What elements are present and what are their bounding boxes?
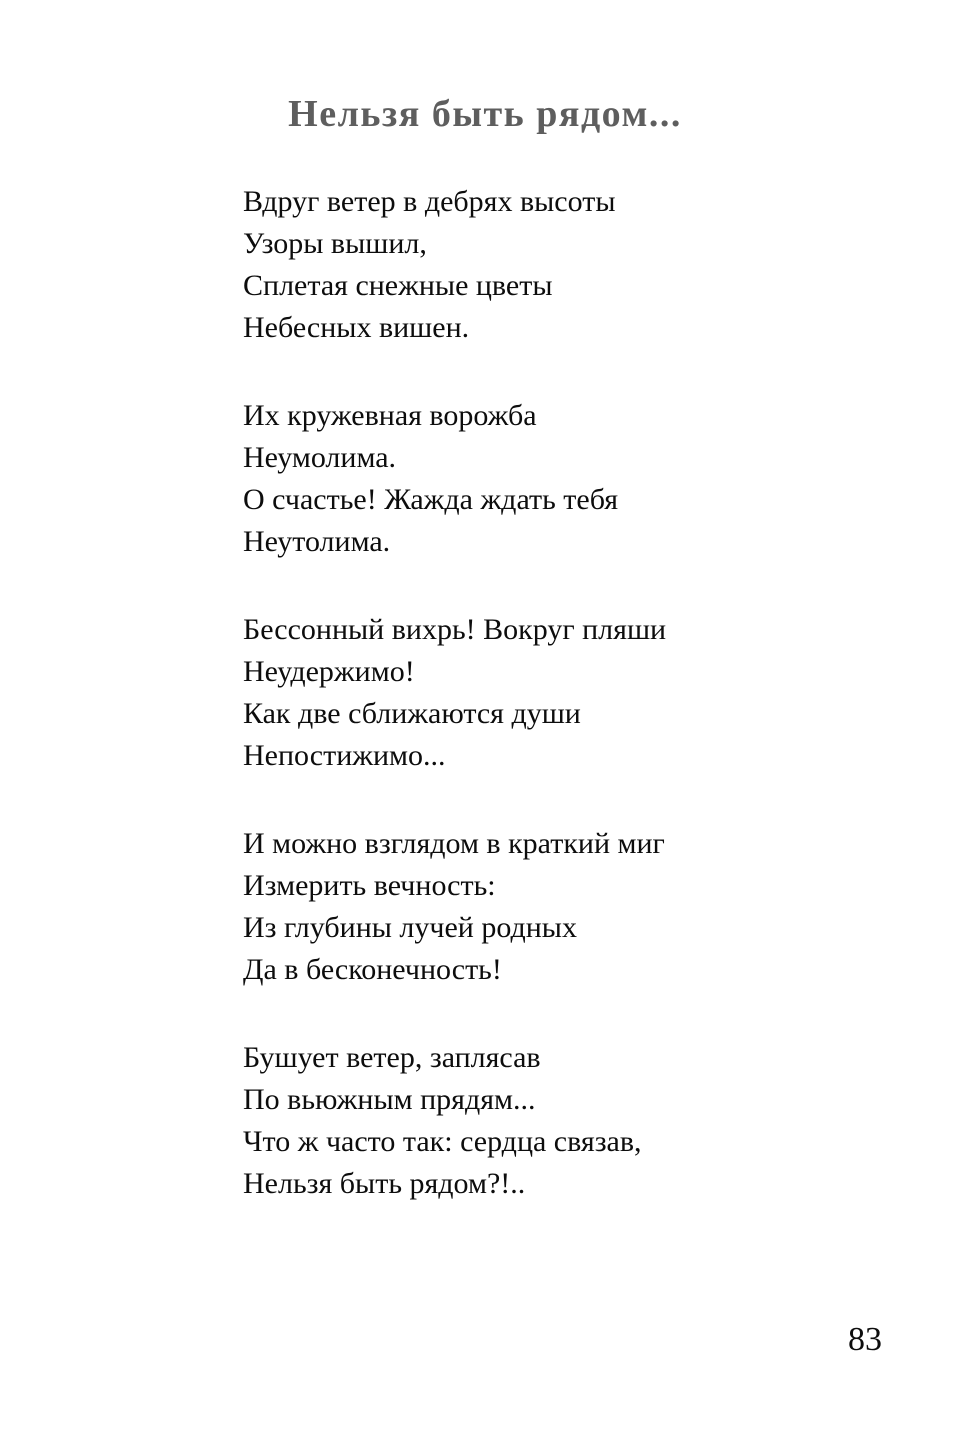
poem-line: Нельзя быть рядом?!.. [243,1167,526,1200]
poem-body [243,181,666,1251]
poem-line: Бушует ветер, заплясав [243,1041,541,1074]
poem-line: Сплетая снежные цветы [243,269,553,302]
stanza-1 [243,181,666,349]
stanza-2 [243,395,666,563]
poem-line: Что ж часто так: сердца связав, [243,1125,642,1158]
poem-title: Нельзя быть рядом... [288,93,682,135]
poem-line: Измерить вечность: [243,869,496,902]
stanza-3 [243,609,666,777]
poem-line: Небесных вишен. [243,311,470,344]
poem-line: Неудержимо! [243,655,415,688]
poem-line: Бессонный вихрь! Вокруг пляши [243,613,667,646]
poem-line: Да в бесконечность! [243,953,502,986]
poem-line: О счастье! Жажда ждать тебя [243,483,619,516]
stanza-4 [243,823,666,991]
poem-line: Узоры вышил, [243,227,427,260]
stanza-5 [243,1037,666,1205]
poem-line: Непостижимо... [243,739,446,772]
poem-line: И можно взглядом в краткий миг [243,827,665,860]
poem-line: По вьюжным прядям... [243,1083,536,1116]
page-number: 83 [848,1321,882,1358]
poem-line: Из глубины лучей родных [243,911,577,944]
poem-line: Неутолима. [243,525,391,558]
poem-line: Как две сближаются души [243,697,581,730]
poem-line: Вдруг ветер в дебрях высоты [243,185,616,218]
poem-line: Их кружевная ворожба [243,399,537,432]
poem-line: Неумолима. [243,441,397,474]
